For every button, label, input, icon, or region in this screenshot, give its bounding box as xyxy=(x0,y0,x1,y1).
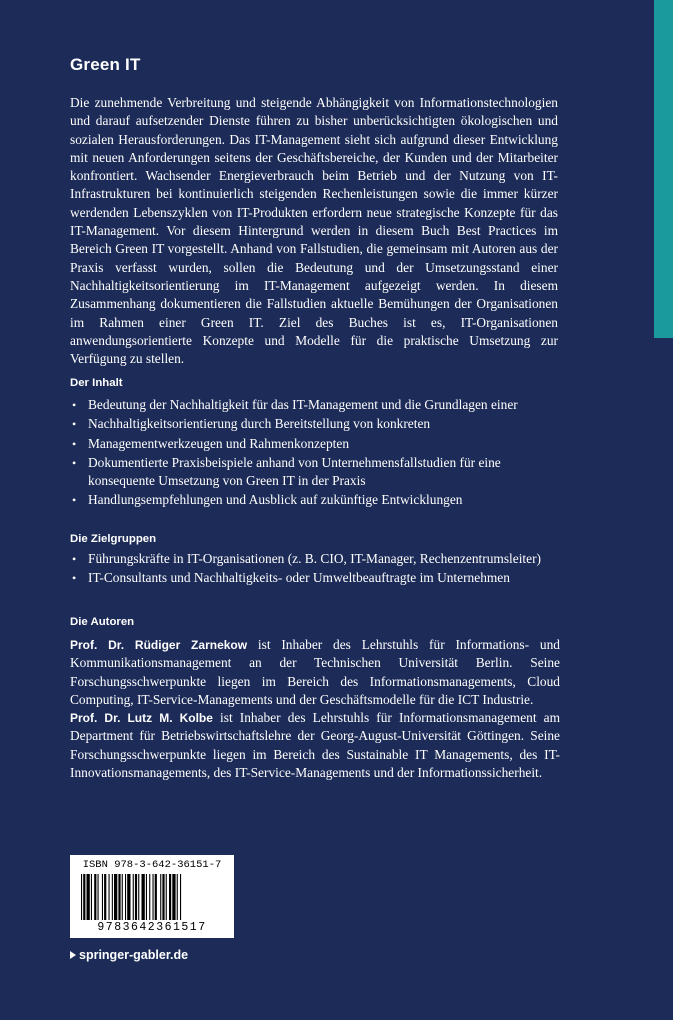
barcode-bar xyxy=(160,874,161,920)
bullet-icon: • xyxy=(72,436,77,451)
barcode-bar xyxy=(102,874,103,920)
barcode-bar xyxy=(180,874,181,920)
inhalt-list xyxy=(70,396,560,511)
bullet-icon: • xyxy=(72,455,77,470)
barcode-bar xyxy=(169,874,171,920)
barcode-bar xyxy=(83,874,85,920)
autoren-heading: Die Autoren xyxy=(70,616,135,628)
isbn-barcode xyxy=(70,855,234,938)
bullet-icon: • xyxy=(72,493,77,508)
author-1-name: Prof. Dr. Rüdiger Zarnekow xyxy=(70,638,248,652)
barcode-bar xyxy=(166,874,167,920)
list-item: • Dokumentierte Praxisbeispiele anhand von Unternehmensfallstudien für eine konsequente Umsetzung von Green IT in der Praxis xyxy=(72,454,501,489)
barcode-bar xyxy=(146,874,147,920)
barcode-bar xyxy=(91,874,92,920)
barcode-bar xyxy=(162,874,164,920)
barcode-bar xyxy=(114,874,117,920)
barcode-bar xyxy=(153,874,154,920)
list-item: • Managementwerkzeugen und Rahmenkonzepten xyxy=(70,435,560,453)
ean-number: 9783642361517 xyxy=(97,921,207,934)
barcode-bar xyxy=(94,874,96,920)
barcode-bar xyxy=(142,874,145,920)
author-1-bio: ist Inhaber des Lehrstuhls für Informations- und Kommunikationsmanagement an der Technischen Universität Berlin. Seine Forschungsschwerpunkte liegen im Bereich des Informationsmanagements, Cloud Computing, IT-Service-Managements und der Geschäftsmodelle für die ICT Industrie. xyxy=(70,637,560,707)
spine-accent-bar xyxy=(654,0,673,338)
bullet-icon: • xyxy=(72,552,77,566)
barcode-bar xyxy=(118,874,120,920)
author-2-bio: ist Inhaber des Lehrstuhls für Informationsmanagement am Department für Betriebswirtschaftslehre der Georg-August-Universität Göttingen. Seine Forschungsschwerpunkte liegen im Bereich des Sustainable IT Managements, des IT-Innovationsmanagements, des IT-Service-Managements und der Informationssicherheit. xyxy=(70,710,560,781)
isbn-label: ISBN 978-3-642-36151-7 xyxy=(82,859,222,871)
barcode-bar xyxy=(177,874,178,920)
bullet-icon: • xyxy=(72,398,77,412)
barcode-icon xyxy=(79,874,225,920)
barcode-bar xyxy=(112,874,113,920)
barcode-bar xyxy=(109,874,110,920)
list-item: • Führungskräfte in IT-Organisationen (z. B. CIO, IT-Manager, Rechenzentrumsleiter) xyxy=(70,550,560,568)
barcode-bar xyxy=(122,874,123,920)
list-item: • Nachhaltigkeitsorientierung durch Bereitstellung von konkreten xyxy=(70,415,560,433)
barcode-bar xyxy=(133,874,134,920)
book-title: Green IT xyxy=(70,55,141,74)
list-item: • Bedeutung der Nachhaltigkeit für das IT-Management und die Grundlagen einer xyxy=(70,396,560,414)
barcode-bar xyxy=(104,874,106,920)
barcode-bar xyxy=(127,874,130,920)
list-item: • Handlungsempfehlungen und Ausblick auf zukünftige Entwicklungen xyxy=(70,491,560,509)
bullet-icon: • xyxy=(72,417,77,432)
list-item: • IT-Consultants und Nachhaltigkeits- oder Umweltbeauftragte im Unternehmen xyxy=(70,569,560,587)
barcode-bar xyxy=(81,874,82,920)
website-url: springer-gabler.de xyxy=(79,948,189,962)
zielgruppen-list xyxy=(70,550,560,589)
bullet-icon: • xyxy=(72,571,77,586)
inhalt-heading: Der Inhalt xyxy=(70,377,123,389)
author-bios xyxy=(70,636,560,782)
barcode-bar xyxy=(87,874,90,920)
barcode-bar xyxy=(125,874,126,920)
barcode-bar xyxy=(172,874,175,920)
barcode-bar xyxy=(138,874,139,920)
website-link[interactable] xyxy=(70,948,188,962)
barcode-bar xyxy=(98,874,99,920)
author-2-name: Prof. Dr. Lutz M. Kolbe xyxy=(70,711,213,726)
barcode-bar xyxy=(135,874,137,920)
barcode-bar xyxy=(155,874,157,920)
barcode-bar xyxy=(149,874,150,920)
zielgruppen-heading: Die Zielgruppen xyxy=(70,533,157,545)
arrow-right-icon xyxy=(70,951,76,959)
book-description: Die zunehmende Verbreitung und steigende Abhängigkeit von Informationstechnologien und darauf aufsetzender Dienste führen zu bisher unberücksichtigten ökologischen und sozialen Herausforderungen. Das IT-Management sieht sich aufgrund dieser Entwicklung mit neuen Anforderungen seitens der Geschäftsbereiche, der Kunden und der Mitarbeiter konfrontiert. Wachsender Energieverbrauch beim Betrieb und der Nutzung von IT-Infrastrukturen bei kontinuierlich steigenden Rechenleistungen sowie die immer kürzer werdenden Lebenszyklen von IT-Produkten erfordern neue strategische Konzepte für das IT-Management. Vor diesem Hintergrund werden in diesem Buch Best Practices im Bereich Green IT vorgestellt. Anhand von Fallstudien, die gemeinsam mit Autoren aus der Praxis verfasst wurden, sollen die Bedeutung und der Umsetzungsstand einer Nachhaltigkeitsorientierung im IT-Management aufgezeigt werden. In diesem Zusammenhang dokumentieren die Fallstudien aktuelle Bemühungen der Organisationen im Rahmen einer Green IT. Ziel des Buches ist es, IT-Organisationen anwendungsorientierte Konzepte und Modelle für die praktische Umsetzung zur Verfügung zu stellen. xyxy=(70,95,558,367)
